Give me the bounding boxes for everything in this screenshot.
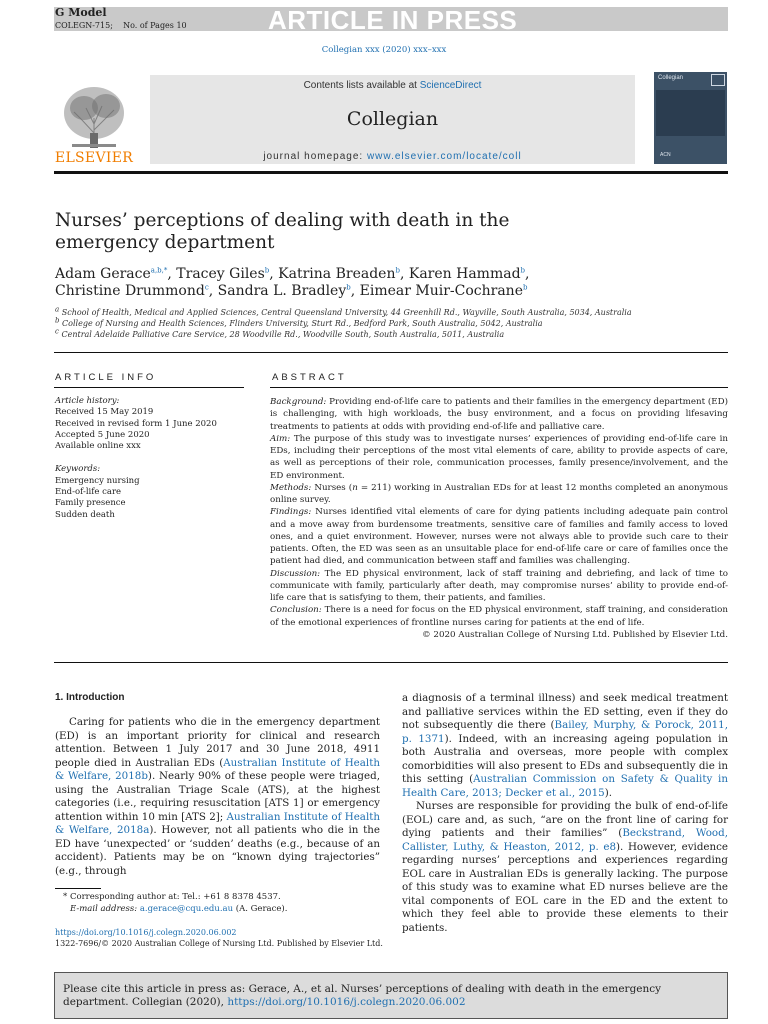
section-heading-introduction: 1. Introduction <box>55 692 125 703</box>
contents-prefix: Contents lists available at <box>303 80 420 91</box>
abstract-aim: Aim: The purpose of this study was to investigate nurses’ experiences of providing end-of-life care in EDs, including their perceptions of the most vital elements of care, ability to provide aspects of care, as well as perceptions of their role, communication processes, family presence/involvement, and the ED environment. <box>270 433 728 481</box>
affiliation-c: $^c$ Central Adelaide Palliative Care Service, 28 Woodville Rd., Woodville South, South Australia, 5011, Australia <box>55 327 505 339</box>
citation-link[interactable]: Australian Institute of Health & Welfare, 2018a <box>55 810 381 836</box>
author-name[interactable]: Adam Gerace <box>55 266 151 282</box>
citation-link[interactable]: Bailey, Murphy, & Porock, 2011, p. 1371 <box>402 719 728 745</box>
homepage-prefix: journal homepage: <box>263 151 367 162</box>
article-code <box>55 21 187 30</box>
author-affiliation-sup[interactable]: b <box>346 283 351 292</box>
author-affiliation-sup[interactable]: b <box>395 266 400 275</box>
citation-link[interactable]: Beckstrand, Wood, Callister, Luthy, & Heaston, 2012, p. e8 <box>402 827 728 853</box>
abstract-rule <box>270 387 728 388</box>
history-label: Article history: <box>55 396 120 406</box>
abstract-conclusion: Conclusion: There is a need for focus on the ED physical environment, staff training, and consideration of the emotional experiences of frontline nurses caring for patients at the end of life. <box>270 605 728 628</box>
colegn-code: COLEGN-715; <box>55 21 113 30</box>
author-name[interactable]: Tracey Giles <box>176 266 265 282</box>
affiliation-a: $^a$ School of Health, Medical and Applied Sciences, Central Queensland University, 44 Greenhill Rd., Wayville, South Australia, 5034, Australia <box>55 305 632 317</box>
abstract-discussion: Discussion: The ED physical environment, lack of staff training and debriefing, and lack of time to communicate with family, particularly after death, may compromise nurses’ ability to provide end-of-life care that is satisfying to them, their patients, and families. <box>270 568 728 603</box>
email-link[interactable]: a.gerace@cqu.edu.au <box>139 903 234 914</box>
cover-badge-icon <box>711 74 725 86</box>
author-name[interactable]: Karen Hammad <box>408 266 521 282</box>
body-column-right <box>402 692 728 935</box>
abstract-body <box>270 396 728 641</box>
cover-acn-label: ACN <box>660 152 671 158</box>
journal-homepage-line <box>150 151 635 162</box>
article-info-heading: ARTICLE INFO <box>55 372 157 383</box>
keyword-item: End-of-life care <box>55 487 122 498</box>
keywords-label: Keywords: <box>55 464 101 475</box>
header-divider <box>54 171 728 174</box>
history-item: Received 15 May 2019 <box>55 407 154 418</box>
article-info-rule <box>54 387 244 388</box>
body-paragraph: Caring for patients who die in the emergency department (ED) is an important priority for clinical and research attention. Between 1 July 2017 and 30 June 2018, 4911 people died in Australian EDs (Australian Institute of Health & Welfare, 2018b). Nearly 90% of these people were triaged, using the Australian Triage Scale (ATS), at the highest categories (i.e., requiring resuscitation [ATS 1] or emergency attention within 10 min [ATS 2]; Australian Institute of Health & Welfare, 2018a). However, not all patients who die in the ED have ‘unexpected’ or ‘sudden’ deaths (e.g., because of an accident). Patients may be on “known dying trajectories” (e.g., through <box>55 716 381 877</box>
author-affiliation-sup[interactable]: b <box>264 266 270 275</box>
cite-this-article-text: Please cite this article in press as: Gerace, A., et al. Nurses’ perceptions of dealing with death in the emergency department. Collegian (2020), https://doi.org/10.1016/j.colegn.2020.06.002 <box>63 983 662 1008</box>
email-owner: (A. Gerace). <box>233 903 288 914</box>
affiliation-b: $^b$ College of Nursing and Health Sciences, Flinders University, Sturt Rd., Bedford Park, South Australia, 5042, Australia <box>55 316 543 328</box>
author-affiliation-sup[interactable]: c <box>204 283 209 292</box>
contents-line <box>150 80 635 91</box>
journal-citation-link[interactable] <box>0 45 768 55</box>
abstract-background: Background: Providing end-of-life care to patients and their families in the emergency department (ED) is challenging, with high workloads, the busy environment, and a focus on providing lifesaving treatments to patients at odds with providing end-of-life and palliative care. <box>270 397 728 432</box>
abstract-findings: Findings: Nurses identified vital elements of care for dying patients including adequate pain control and a move away from burdensome treatments, sensitive care of families and family access to loved ones, and a quiet environment. However, nurses were not always able to provide such care to their patients. Often, the ED was seen as an unsuitable place for end-of-life care or care of families once the patient had died, and communication between staff and families was challenging. <box>270 507 728 567</box>
footnote-divider <box>55 888 101 889</box>
footnote <box>55 892 385 915</box>
abstract-methods: Methods: Nurses (n = 211) working in Australian EDs for at least 12 months completed an anonymous online survey. <box>270 482 728 505</box>
abstract-copyright: © 2020 Australian College of Nursing Ltd. Published by Elsevier Ltd. <box>421 629 728 640</box>
citation-link[interactable]: Australian Commission on Safety & Quality in Health Care, 2013; Decker et al., 2015 <box>402 773 728 799</box>
cover-photo <box>656 90 725 136</box>
author-name[interactable]: Christine Drummond <box>55 283 205 299</box>
article-info <box>55 396 245 521</box>
article-title: Nurses’ perceptions of dealing with death in the emergency department <box>55 210 510 253</box>
history-item: Accepted 5 June 2020 <box>55 429 150 440</box>
cite-doi-link[interactable]: https://doi.org/10.1016/j.colegn.2020.06.002 <box>227 996 466 1008</box>
elsevier-wordmark: ELSEVIER <box>54 150 134 166</box>
email-label: E-mail address: <box>70 903 138 914</box>
corresponding-author-note: * Corresponding author at: Tel.: +61 8 8378 4537. <box>63 892 281 902</box>
citation-link[interactable]: Australian Institute of Health & Welfare, 2018b <box>55 756 380 782</box>
abstract-heading: ABSTRACT <box>272 372 347 383</box>
author-name[interactable]: Katrina Breaden <box>278 266 396 282</box>
homepage-link[interactable]: www.elsevier.com/locate/coll <box>366 151 522 162</box>
keyword-item: Sudden death <box>55 509 115 520</box>
body-column-left <box>55 716 380 878</box>
page-count: No. of Pages 10 <box>123 21 187 30</box>
author-list: Adam Gerace$^{a,b,*}$, Tracey Giles$^b$, Katrina Breaden$^b$, Karen Hammad$^b$, Christine Drummond$^c$, Sandra L. Bradley$^b$, Eimear Muir-Cochrane$^b$ <box>55 266 530 299</box>
g-model-label: G Model <box>55 6 107 19</box>
cover-title: Collegian <box>658 75 684 81</box>
history-item: Available online xxx <box>55 441 141 452</box>
journal-citation-text[interactable]: Collegian xxx (2020) xxx–xxx <box>321 45 447 55</box>
author-affiliation-sup[interactable]: b <box>520 266 526 275</box>
keyword-item: Emergency nursing <box>55 475 140 486</box>
abstract-divider <box>54 662 728 663</box>
article-in-press-label: ARTICLE IN PRESS <box>268 5 518 35</box>
issn-copyright: 1322-7696/© 2020 Australian College of Nursing Ltd. Published by Elsevier Ltd. <box>55 939 383 948</box>
sciencedirect-link[interactable]: ScienceDirect <box>419 80 482 91</box>
journal-name: Collegian <box>346 108 439 130</box>
doi-link[interactable]: https://doi.org/10.1016/j.colegn.2020.06.002 <box>55 928 237 937</box>
body-paragraph: Nurses are responsible for providing the bulk of end-of-life (EOL) care and, as such, “are on the front line of caring for dying patients and their families” (Beckstrand, Wood, Callister, Luthy, & Heaston, 2012, p. e8). However, evidence regarding nurses’ perceptions and experiences regarding EOL care in Australian EDs is generally lacking. The purpose of this study was to examine what ED nurses believe are the vital components of EOL care in the ED and the extent to which they feel able to provide these elements to their patients. <box>402 800 728 934</box>
author-affiliation-sup[interactable]: b <box>522 283 528 292</box>
author-name[interactable]: Sandra L. Bradley <box>217 283 347 299</box>
body-paragraph: a diagnosis of a terminal illness) and seek medical treatment and palliative services within the ED setting, even if they do not subsequently die there (Bailey, Murphy, & Porock, 2011, p. 1371). Indeed, with an increasing ageing population in both Australia and overseas, more people with complex comorbidities will also present to EDs and subsequently die in this setting (Australian Commission on Safety & Quality in Health Care, 2013; Decker et al., 2015). <box>402 692 729 799</box>
title-divider <box>54 352 728 353</box>
doi-block <box>55 927 455 949</box>
author-name[interactable]: Eimear Muir-Cochrane <box>359 283 523 299</box>
keyword-item: Family presence <box>55 498 126 509</box>
history-item: Received in revised form 1 June 2020 <box>55 418 217 429</box>
author-affiliation-sup[interactable]: a,b,* <box>150 266 168 275</box>
